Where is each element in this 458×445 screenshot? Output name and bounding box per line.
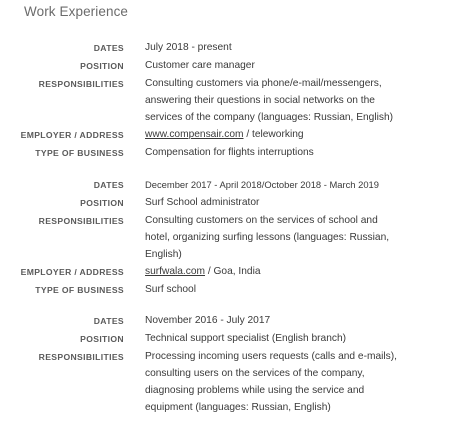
position-row bbox=[0, 194, 458, 212]
job-entry-2 bbox=[0, 176, 458, 299]
responsibilities-label: RESPONSIBILITIES bbox=[38, 79, 124, 89]
section-title: Work Experience bbox=[24, 4, 129, 19]
employer-link[interactable]: surfwala.com bbox=[145, 266, 206, 277]
employer-link[interactable]: www.compensair.com bbox=[145, 129, 244, 140]
position-label: POSITION bbox=[80, 61, 124, 71]
responsibilities-value bbox=[145, 212, 435, 263]
employer-row bbox=[0, 263, 458, 281]
employer-row bbox=[0, 126, 458, 144]
type-of-business-row bbox=[0, 144, 458, 162]
employer-address-value bbox=[145, 263, 435, 280]
position-label: POSITION bbox=[80, 198, 124, 208]
employer-address-label: EMPLOYER / ADDRESS bbox=[20, 267, 124, 277]
type-of-business-value: Surf school bbox=[145, 284, 196, 295]
position-value: Customer care manager bbox=[145, 60, 255, 71]
responsibilities-value bbox=[145, 75, 435, 126]
responsibilities-row bbox=[0, 348, 458, 416]
responsibilities-line: English) bbox=[145, 249, 182, 260]
dates-row bbox=[0, 176, 458, 194]
job-entry-1 bbox=[0, 39, 458, 162]
responsibilities-line: Consulting customers on the services of school and bbox=[145, 215, 378, 226]
position-row bbox=[0, 330, 458, 348]
type-of-business-value: Compensation for flights interruptions bbox=[145, 147, 314, 158]
responsibilities-line: consulting users on the services of the company, bbox=[145, 368, 365, 379]
responsibilities-line: diagnosing problems while using the service and bbox=[145, 385, 365, 396]
responsibilities-line: services of the company (languages: Russian, English) bbox=[145, 112, 394, 123]
employer-address-text: / Goa, India bbox=[205, 266, 261, 277]
employer-address-value bbox=[145, 126, 435, 143]
responsibilities-line: Processing incoming users requests (calls and e-mails), bbox=[145, 351, 397, 362]
responsibilities-line: answering their questions in social networks on the bbox=[145, 95, 375, 106]
dates-value: July 2018 - present bbox=[145, 42, 232, 53]
responsibilities-row bbox=[0, 212, 458, 263]
type-of-business-label: TYPE OF BUSINESS bbox=[35, 148, 124, 158]
dates-value: December 2017 - April 2018/October 2018 - March 2019 bbox=[145, 179, 379, 190]
dates-label: DATES bbox=[93, 43, 124, 53]
dates-row bbox=[0, 39, 458, 57]
job-entry-3 bbox=[0, 312, 458, 416]
responsibilities-row bbox=[0, 75, 458, 126]
type-of-business-row bbox=[0, 281, 458, 299]
position-label: POSITION bbox=[80, 334, 124, 344]
type-of-business-label: TYPE OF BUSINESS bbox=[35, 285, 124, 295]
responsibilities-line: equipment (languages: Russian, English) bbox=[145, 402, 331, 413]
position-value: Technical support specialist (English branch) bbox=[145, 333, 347, 344]
employer-address-label: EMPLOYER / ADDRESS bbox=[20, 130, 124, 140]
position-row bbox=[0, 57, 458, 75]
employer-address-text: / teleworking bbox=[243, 129, 304, 140]
responsibilities-line: hotel, organizing surfing lessons (languages: Russian, bbox=[145, 232, 390, 243]
dates-value: November 2016 - July 2017 bbox=[145, 315, 271, 326]
responsibilities-value bbox=[145, 348, 435, 416]
responsibilities-label: RESPONSIBILITIES bbox=[38, 352, 124, 362]
position-value: Surf School administrator bbox=[145, 197, 260, 208]
dates-label: DATES bbox=[93, 180, 124, 190]
responsibilities-line: Consulting customers via phone/e-mail/messengers, bbox=[145, 78, 382, 89]
responsibilities-label: RESPONSIBILITIES bbox=[38, 216, 124, 226]
dates-row bbox=[0, 312, 458, 330]
dates-label: DATES bbox=[93, 316, 124, 326]
